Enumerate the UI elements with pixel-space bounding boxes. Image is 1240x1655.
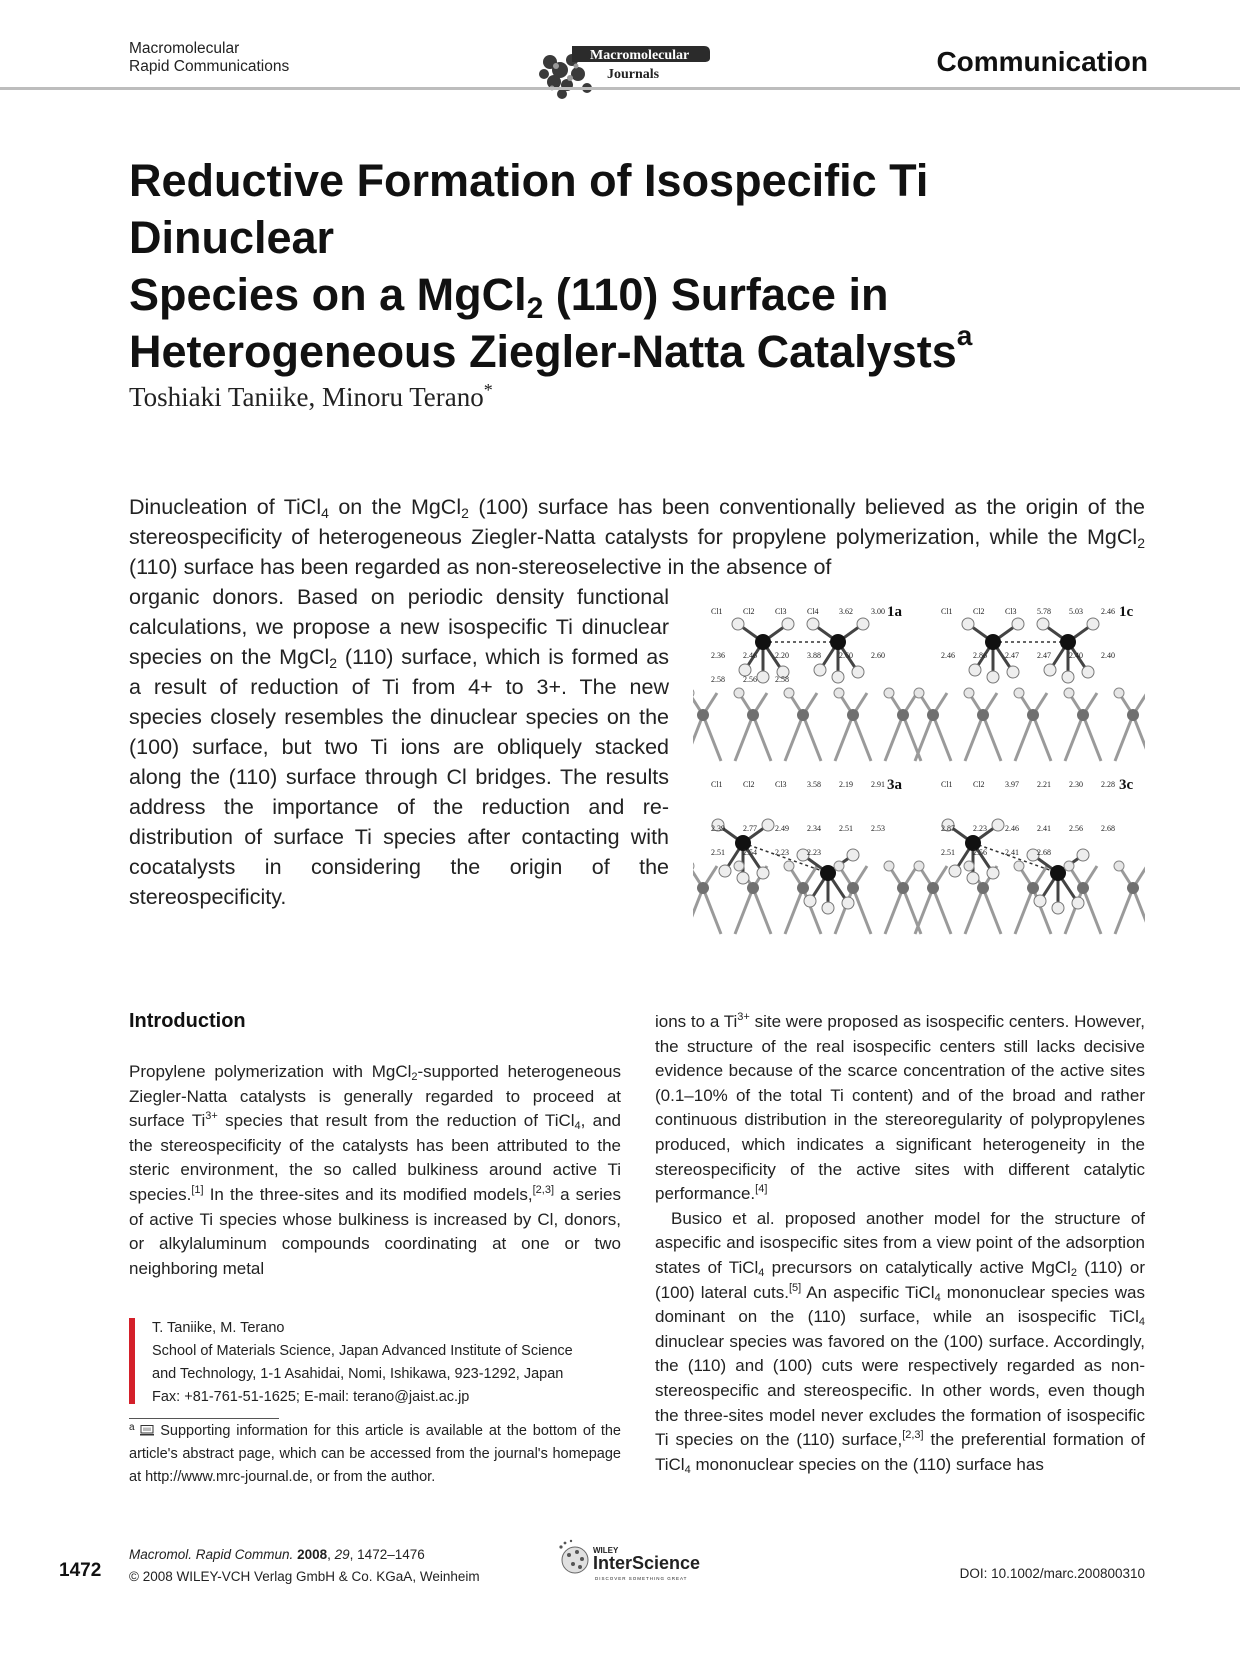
distance-label: 2.91 [871, 780, 885, 789]
cl-atom [784, 861, 794, 871]
distance-label: 2.40 [1101, 651, 1115, 660]
macromolecular-journals-logo [532, 40, 712, 100]
distance-label: 2.68 [1037, 848, 1051, 857]
distance-label: 2.36 [711, 651, 725, 660]
abstract-sub: 2 [329, 655, 338, 671]
distance-label: 2.87 [941, 824, 955, 833]
citation-journal: Macromol. Rapid Commun. [129, 1547, 294, 1562]
lattice-bond [915, 715, 933, 761]
cl-atom [757, 671, 769, 683]
distance-label: 2.34 [807, 824, 821, 833]
distance-label: 2.46 [1101, 607, 1115, 616]
author-list [129, 382, 493, 413]
logo-text-journals: Journals [607, 67, 660, 82]
distance-label: Cl3 [775, 780, 787, 789]
cl-atom [719, 865, 731, 877]
distance-label: 2.41 [1037, 824, 1051, 833]
body-text: In the three-sites and its modified models, [203, 1184, 533, 1204]
panel-label: 1a [887, 604, 902, 620]
title-footnote-mark: a [956, 320, 973, 351]
cl-atom [807, 618, 819, 630]
abstract-full-width [129, 492, 1145, 582]
cl-atom [914, 861, 924, 871]
title-line2 [129, 266, 1139, 323]
mg-atom [747, 709, 759, 721]
distance-label: 2.56 [973, 848, 987, 857]
distance-label: 3.58 [807, 780, 821, 789]
distance-label: 2.58 [775, 675, 789, 684]
cl-atom [834, 861, 844, 871]
lattice-bond [785, 715, 803, 761]
lattice-bond [703, 888, 721, 934]
distance-label: Cl1 [941, 607, 953, 616]
lattice-bond [933, 715, 951, 761]
lattice-bond [693, 715, 703, 761]
computer-icon [140, 1425, 154, 1436]
cl-atom [814, 664, 826, 676]
body-sub: 2 [411, 1071, 418, 1083]
intro-left-column [129, 1060, 621, 1281]
cl-atom [1064, 688, 1074, 698]
section-label: Communication [936, 46, 1148, 77]
distance-label: Cl4 [807, 607, 819, 616]
body-sup: 3+ [737, 1011, 750, 1023]
affiliation-accent-bar [129, 1318, 135, 1404]
affiliation-contact: Fax: +81-761-51-1625; E-mail: terano@jaist.ac.jp [152, 1389, 470, 1405]
lattice-bond [983, 715, 1001, 761]
cl-atom [1014, 861, 1024, 871]
cl-atom [967, 872, 979, 884]
mg-atom [1027, 709, 1039, 721]
lattice-bond [1065, 715, 1083, 761]
distance-label: Cl1 [941, 780, 953, 789]
distance-label: 2.53 [871, 824, 885, 833]
lattice-bond [735, 888, 753, 934]
distance-label: 2.19 [839, 780, 853, 789]
distance-label: 2.46 [941, 651, 955, 660]
lattice-bond [753, 715, 771, 761]
body-sup: 3+ [205, 1110, 218, 1123]
cl-atom [987, 867, 999, 879]
cl-atom [1052, 902, 1064, 914]
cl-atom [852, 666, 864, 678]
cl-atom [964, 688, 974, 698]
cl-atom [962, 618, 974, 630]
lattice-bond [1033, 715, 1051, 761]
lattice-bond [885, 888, 903, 934]
lattice-bond [965, 715, 983, 761]
footnote-text: Supporting information for this article is available at the bottom of the article's abstract page, which can be accessed from the journal's homepage at http://www.mrc-journal.de, or from the author. [129, 1423, 621, 1485]
header-rule [0, 87, 1240, 90]
body-text: Propylene polymerization with MgCl [129, 1062, 412, 1081]
distance-label: 2.39 [711, 824, 725, 833]
mg-atom [897, 882, 909, 894]
mg-atom [697, 709, 709, 721]
lattice-bond [1015, 888, 1033, 934]
supporting-info-footnote [129, 1420, 621, 1489]
panel-label: 3a [887, 777, 902, 793]
cl-atom [987, 671, 999, 683]
lattice-bond [853, 715, 871, 761]
mg-atom [747, 882, 759, 894]
title-line2-sub: 2 [526, 292, 544, 325]
intro-paragraph-1 [129, 1060, 621, 1281]
cl-atom [1044, 664, 1056, 676]
cl-atom [1014, 688, 1024, 698]
mg-atom [1027, 882, 1039, 894]
lattice-bond [803, 715, 821, 761]
distance-label: 3.88 [807, 651, 821, 660]
cl-atom [1007, 666, 1019, 678]
wiley-text: WILEY [593, 1546, 619, 1555]
intro-paragraph-2 [655, 1010, 1145, 1207]
title-line3 [129, 320, 1139, 380]
cl-atom [1082, 666, 1094, 678]
cl-atom [1064, 861, 1074, 871]
mg-atom [927, 709, 939, 721]
distance-label: Cl2 [973, 607, 985, 616]
body-text: dinuclear species was favored on the (100) surface. Accordingly, the (110) and (100) cuts were respectively regarded as non-stereospecific and stereospecific. In other words, even though the three-sites model never excludes the formation of isospecific Ti species on the (110) surface, [655, 1331, 1145, 1450]
distance-label: 2.46 [743, 651, 757, 660]
lattice-bond [735, 715, 753, 761]
distance-label: Cl2 [743, 780, 755, 789]
lattice-bond [915, 888, 933, 934]
cl-atom [1114, 861, 1124, 871]
cl-atom [949, 865, 961, 877]
mg-atom [847, 709, 859, 721]
body-text: a series of active Ti species whose bulkiness is increased by Cl, donors, or alkylaluminum compounds coordinating at one or two neighboring metal [129, 1184, 621, 1278]
abstract-figure [693, 600, 1145, 938]
cl-atom [1114, 688, 1124, 698]
title-line2-b: (110) Surface in [543, 269, 889, 320]
cl-atom [847, 849, 859, 861]
cl-atom [842, 897, 854, 909]
cl-atom [969, 664, 981, 676]
cl-atom [1037, 618, 1049, 630]
page-number: 1472 [59, 1560, 102, 1581]
mg-atom [1077, 882, 1089, 894]
wiley-interscience-logo [555, 1535, 735, 1595]
distance-label: 2.58 [711, 675, 725, 684]
cl-atom [1077, 849, 1089, 861]
logo-text-macromolecular: Macromolecular [590, 48, 690, 63]
mg-atom [1127, 882, 1139, 894]
mg-atom [797, 709, 809, 721]
distance-label: 3.62 [839, 607, 853, 616]
body-text: ions to a Ti [655, 1012, 738, 1031]
introduction-heading: Introduction [129, 1010, 246, 1032]
journal-name [129, 40, 289, 76]
mg-atom [1077, 709, 1089, 721]
affiliation-line: and Technology, 1-1 Asahidai, Nomi, Ishikawa, 923-1292, Japan [152, 1366, 564, 1382]
body-text: (110) or (100) lateral cuts. [655, 1257, 1145, 1302]
lattice-bond [933, 888, 951, 934]
distance-label: 2.51 [941, 848, 955, 857]
cl-atom [757, 867, 769, 879]
cl-atom [693, 861, 694, 871]
lattice-bond [1083, 715, 1101, 761]
distance-label: Cl2 [743, 607, 755, 616]
lattice-bond [965, 888, 983, 934]
distance-label: 2.30 [1069, 780, 1083, 789]
citation-line: Macromol. Rapid Commun. 2008, 29, 1472–1476 [129, 1547, 425, 1562]
citation-link[interactable]: [2,3] [532, 1183, 554, 1196]
lattice-bond [1015, 715, 1033, 761]
distance-label: 5.03 [1069, 607, 1083, 616]
journal-name-line1: Macromolecular [129, 40, 240, 57]
cl-atom [734, 861, 744, 871]
abstract-text: Dinucleation of TiCl [129, 495, 322, 519]
body-text: species that result from the reduction of TiCl [217, 1111, 575, 1131]
cl-atom [782, 618, 794, 630]
abstract-sub: 2 [1137, 535, 1145, 551]
mg-atom [1127, 709, 1139, 721]
doi: DOI: 10.1002/marc.200800310 [959, 1566, 1145, 1581]
lattice-bond [1115, 715, 1133, 761]
cl-atom [1072, 897, 1084, 909]
mg-atom [897, 709, 909, 721]
body-text: mononuclear species was dominant on the (110) surface, while an isospecific TiCl [655, 1282, 1145, 1327]
intro-paragraph-3 [655, 1207, 1145, 1478]
cl-atom [884, 861, 894, 871]
cl-atom [832, 671, 844, 683]
abstract-text: organic donors. Based on periodic density functional calculations, we propose a new isospecific Ti dinuclear species on the MgCl [129, 585, 669, 669]
distance-label: Cl3 [1005, 607, 1017, 616]
body-sub: 4 [934, 1291, 941, 1304]
cl-atom [737, 872, 749, 884]
citation-link[interactable]: [5] [788, 1281, 802, 1294]
citation-link[interactable]: [4] [755, 1183, 768, 1196]
lattice-bond [1083, 888, 1101, 934]
cl-atom [822, 902, 834, 914]
body-text: site were proposed as isospecific centers. However, the structure of the real isospecific centers still lacks decisive evidence because of the scarce concentration of the active sites (0.1–10% of the total Ti content) and of the broad and rather continuous distribution in the stereoregularity of polypropylenes produced, which indicates a significant heterogeneity in the stereospecificity of the active sites with different catalytic performance. [655, 1012, 1145, 1204]
journal-name-line2: Rapid Communications [129, 58, 290, 75]
distance-label: 3.97 [1005, 780, 1019, 789]
cl-atom [1012, 618, 1024, 630]
distance-label: 2.51 [711, 848, 725, 857]
abstract-column [129, 582, 669, 912]
distance-label: Cl3 [775, 607, 787, 616]
distance-label: 2.23 [775, 848, 789, 857]
cl-atom [1062, 671, 1074, 683]
cl-atom [804, 895, 816, 907]
ti-atom [1060, 634, 1076, 650]
lattice-bond [885, 715, 903, 761]
cl-atom [834, 688, 844, 698]
mg-atom [697, 882, 709, 894]
cl-atom [734, 688, 744, 698]
distance-label: 2.49 [775, 824, 789, 833]
distance-label: 2.28 [1101, 780, 1115, 789]
interscience-text: InterScience [593, 1553, 701, 1573]
distance-label: Cl1 [711, 607, 723, 616]
lattice-bond [785, 888, 803, 934]
title-line1: Reductive Formation of Isospecific Ti Dinuclear [129, 155, 929, 263]
wiley-tagline: DISCOVER SOMETHING GREAT [595, 1576, 688, 1581]
lattice-bond [1115, 888, 1133, 934]
distance-label: 2.77 [743, 824, 757, 833]
cl-atom [762, 819, 774, 831]
article-title [129, 152, 1139, 380]
cl-atom [914, 688, 924, 698]
mg-atom [977, 882, 989, 894]
ti-atom [755, 634, 771, 650]
mg-atom [797, 882, 809, 894]
distance-label: Cl1 [711, 780, 723, 789]
lattice-bond [853, 888, 871, 934]
footer-citation [129, 1544, 480, 1588]
title-line3-text: Heterogeneous Ziegler-Natta Catalysts [129, 326, 957, 377]
distance-label: 2.23 [973, 824, 987, 833]
abstract-sub: 2 [461, 505, 469, 521]
distance-label: 2.20 [775, 651, 789, 660]
body-sub: 4 [758, 1266, 765, 1279]
footnote-rule [129, 1418, 279, 1419]
citation-volume: 29 [334, 1547, 350, 1562]
title-line2-a: Species on a MgCl [129, 269, 527, 320]
distance-label: 2.60 [839, 651, 853, 660]
lattice-bond [703, 715, 721, 761]
intro-right-column [655, 1010, 1145, 1477]
cl-atom [784, 688, 794, 698]
author-names: Toshiaki Taniike, Minoru Terano [129, 382, 484, 412]
distance-label: 2.56 [743, 675, 757, 684]
corresponding-author-mark: * [483, 380, 493, 400]
body-text: , and the stereospecificity of the catalysts has been attributed to the steric environment, the so called bulkiness around active Ti species. [129, 1111, 622, 1204]
distance-label: 2.56 [1069, 824, 1083, 833]
affiliation-block [152, 1317, 620, 1409]
distance-label: 2.41 [1005, 848, 1019, 857]
citation-year: 2008 [297, 1547, 328, 1562]
citation-link[interactable]: [2,3] [902, 1429, 924, 1442]
lattice-bond [693, 888, 703, 934]
cl-atom [884, 688, 894, 698]
cl-atom [693, 688, 694, 698]
abstract-sub: 4 [321, 505, 329, 521]
mg-atom [927, 882, 939, 894]
lattice-bond [1133, 715, 1145, 761]
lattice-bond [983, 888, 1001, 934]
citation-link[interactable]: [1] [191, 1183, 204, 1196]
body-sub: 4 [574, 1120, 581, 1133]
distance-label: 2.23 [807, 848, 821, 857]
copyright-line: © 2008 WILEY-VCH Verlag GmbH & Co. KGaA, Weinheim [129, 1569, 480, 1584]
body-text: -supported heterogeneous Ziegler-Natta catalysts is generally regarded to proceed at surface Ti [129, 1062, 621, 1131]
panel-label: 3c [1119, 777, 1134, 793]
body-sub: 4 [1138, 1316, 1145, 1329]
mg-atom [847, 882, 859, 894]
panel-label: 1c [1119, 604, 1134, 620]
distance-label: 2.40 [1069, 651, 1083, 660]
body-text: Busico et al. proposed another model for the structure of aspecific and isospecific sites from a view point of the adsorption states of TiCl [655, 1208, 1145, 1277]
lattice-bond [1133, 888, 1145, 934]
body-text: the preferential formation of TiCl [655, 1430, 1145, 1474]
cl-atom [1087, 618, 1099, 630]
body-sub: 4 [684, 1463, 691, 1476]
distance-label: 2.47 [1005, 651, 1019, 660]
lattice-bond [753, 888, 771, 934]
citation-pages: , 1472–1476 [349, 1547, 425, 1562]
distance-label: 2.86 [973, 651, 987, 660]
distance-label: 2.46 [1005, 824, 1019, 833]
cl-atom [1034, 895, 1046, 907]
ti-atom [830, 634, 846, 650]
distance-label: 2.54 [743, 848, 757, 857]
cl-atom [964, 861, 974, 871]
distance-label: 2.51 [839, 824, 853, 833]
cl-atom [992, 819, 1004, 831]
ti-atom [820, 865, 836, 881]
cl-atom [857, 618, 869, 630]
distance-label: 2.60 [871, 651, 885, 660]
ti-atom [985, 634, 1001, 650]
ti-atom [1050, 865, 1066, 881]
body-text: mononuclear species on the (110) surface has [690, 1454, 1044, 1474]
body-sub: 2 [1070, 1266, 1077, 1279]
body-text: precursors on catalytically active MgCl [764, 1257, 1071, 1277]
affiliation-line: School of Materials Science, Japan Advanced Institute of Science [152, 1343, 573, 1359]
abstract-text: (110) surface has been regarded as non-stereoselective in the absence of [129, 555, 832, 579]
distance-label: 2.21 [1037, 780, 1051, 789]
distance-label: 3.00 [871, 607, 885, 616]
abstract-text: on the MgCl [328, 495, 462, 519]
mg-atom [977, 709, 989, 721]
body-text: An aspecific TiCl [801, 1282, 935, 1302]
cl-atom [732, 618, 744, 630]
distance-label: 2.47 [1037, 651, 1051, 660]
abstract-text: (100) surface has been conventionally believed as the origin of the stereospecificity of heterogeneous Ziegler-Natta catalysts for propylene polymerization, while the MgCl [129, 495, 1145, 549]
footnote-mark: a [129, 1422, 135, 1433]
distance-label: 2.68 [1101, 824, 1115, 833]
distance-label: 5.78 [1037, 607, 1051, 616]
abstract-text: (110) surface, which is formed as a result of reduction of Ti from 4+ to 3+. The new species closely resembles the dinuclear species on the (100) surface, but two Ti ions are obliquely stacked along the (110) surface through Cl bridges. The results address the importance of the reduction and re-distribution of surface Ti species after contacting with cocatalysts in considering the origin of the stereospecificity. [129, 645, 669, 909]
lattice-bond [835, 715, 853, 761]
affiliation-names: T. Taniike, M. Terano [152, 1320, 285, 1336]
distance-label: Cl2 [973, 780, 985, 789]
